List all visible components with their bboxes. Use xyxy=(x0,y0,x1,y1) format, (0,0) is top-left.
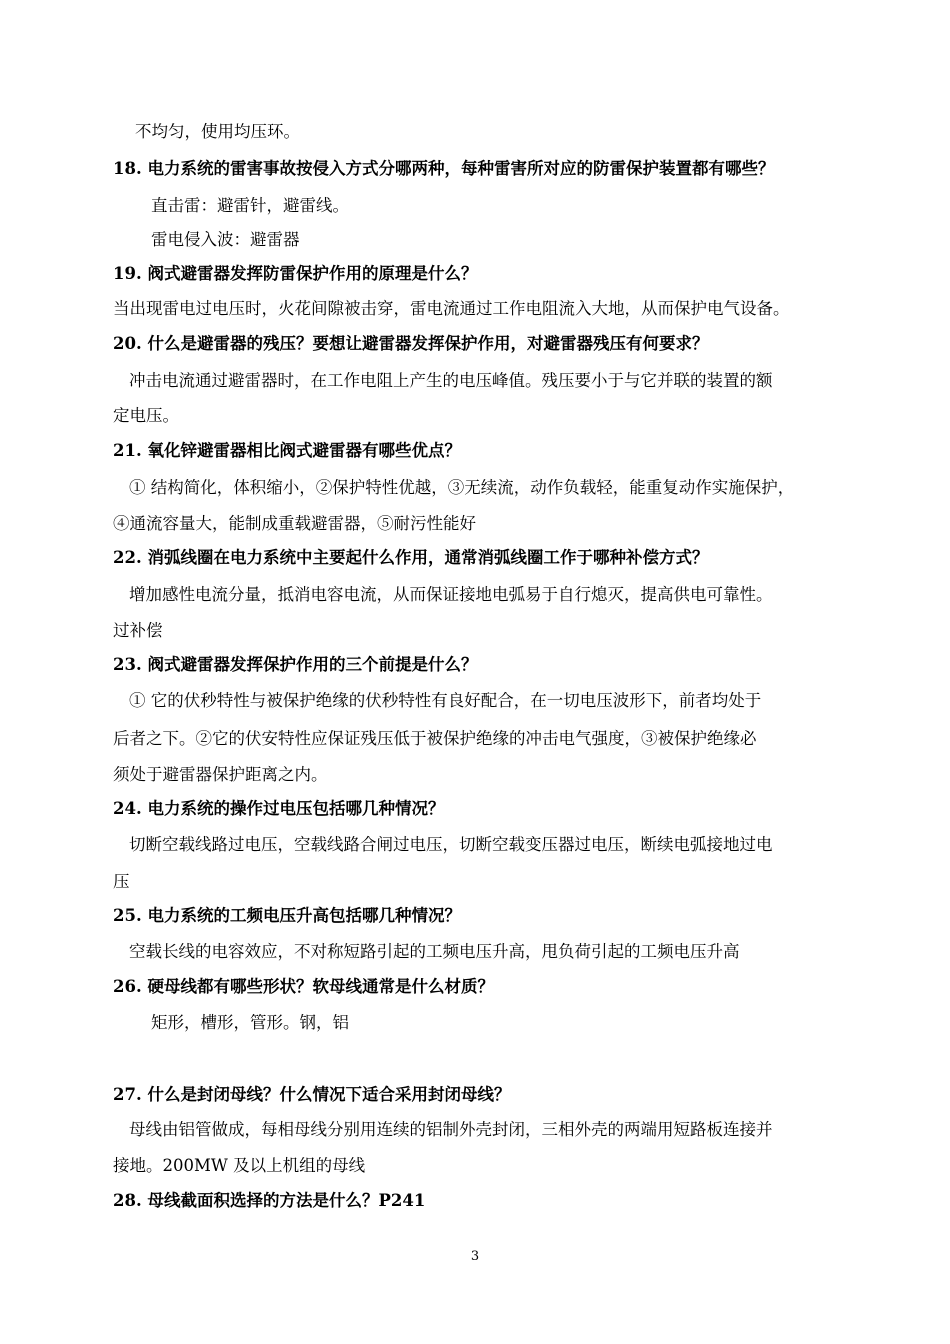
answer-line: 当出现雷电过电压时，火花间隙被击穿，雷电流通过工作电阻流入大地，从而保护电气设备。 xyxy=(113,299,790,318)
answer-line: ① 它的伏秒特性与被保护绝缘的伏秒特性有良好配合，在一切电压波形下，前者均处于 xyxy=(129,691,762,710)
question-20: 20. 什么是避雷器的残压？要想让避雷器发挥保护作用，对避雷器残压有何要求？ xyxy=(113,334,709,353)
page-number: 3 xyxy=(470,1249,480,1264)
answer-line: 压 xyxy=(113,872,130,891)
question-22: 22. 消弧线圈在电力系统中主要起什么作用，通常消弧线圈工作于哪种补偿方式？ xyxy=(113,548,709,567)
question-23: 23. 阀式避雷器发挥保护作用的三个前提是什么？ xyxy=(113,655,478,674)
question-21: 21. 氧化锌避雷器相比阀式避雷器有哪些优点？ xyxy=(113,441,461,460)
answer-line: 定电压。 xyxy=(113,406,179,425)
answer-line: 后者之下。②它的伏安特性应保证残压低于被保护绝缘的冲击电气强度，③被保护绝缘必 xyxy=(113,729,757,748)
answer-line: 切断空载线路过电压，空载线路合闸过电压，切断空载变压器过电压，断续电弧接地过电 xyxy=(129,835,773,854)
answer-line: 须处于避雷器保护距离之内。 xyxy=(113,765,328,784)
answer-line: 空载长线的电容效应，不对称短路引起的工频电压升高，甩负荷引起的工频电压升高 xyxy=(129,942,740,961)
question-24: 24. 电力系统的操作过电压包括哪几种情况？ xyxy=(113,799,445,818)
answer-line: 冲击电流通过避雷器时，在工作电阻上产生的电压峰值。残压要小于与它并联的装置的额 xyxy=(129,371,773,390)
answer-line: 接地。200MW 及以上机组的母线 xyxy=(113,1156,366,1175)
answer-line: 增加感性电流分量，抵消电容电流，从而保证接地电弧易于自行熄灭，提高供电可靠性。 xyxy=(129,585,773,604)
answer-line: ① 结构简化，体积缩小，②保护特性优越，③无续流，动作负载轻，能重复动作实施保护， xyxy=(129,478,795,497)
question-28: 28. 母线截面积选择的方法是什么？P241 xyxy=(113,1191,426,1210)
question-18: 18. 电力系统的雷害事故按侵入方式分哪两种，每种雷害所对应的防雷保护装置都有哪些？ xyxy=(113,159,775,178)
question-27: 27. 什么是封闭母线？什么情况下适合采用封闭母线？ xyxy=(113,1085,511,1104)
answer-line: 过补偿 xyxy=(113,621,163,640)
answer-line: 直击雷：避雷针，避雷线。 xyxy=(151,196,349,215)
answer-line: 不均匀，使用均压环。 xyxy=(135,122,300,141)
answer-line: ④通流容量大，能制成重载避雷器，⑤耐污性能好 xyxy=(113,514,476,533)
answer-line: 矩形，槽形，管形。钢，铝 xyxy=(151,1013,349,1032)
question-26: 26. 硬母线都有哪些形状？软母线通常是什么材质？ xyxy=(113,977,494,996)
answer-line: 母线由铝管做成，每相母线分别用连续的铝制外壳封闭，三相外壳的两端用短路板连接并 xyxy=(129,1120,773,1139)
question-25: 25. 电力系统的工频电压升高包括哪几种情况？ xyxy=(113,906,461,925)
question-19: 19. 阀式避雷器发挥防雷保护作用的原理是什么？ xyxy=(113,264,478,283)
answer-line: 雷电侵入波：避雷器 xyxy=(151,230,300,249)
